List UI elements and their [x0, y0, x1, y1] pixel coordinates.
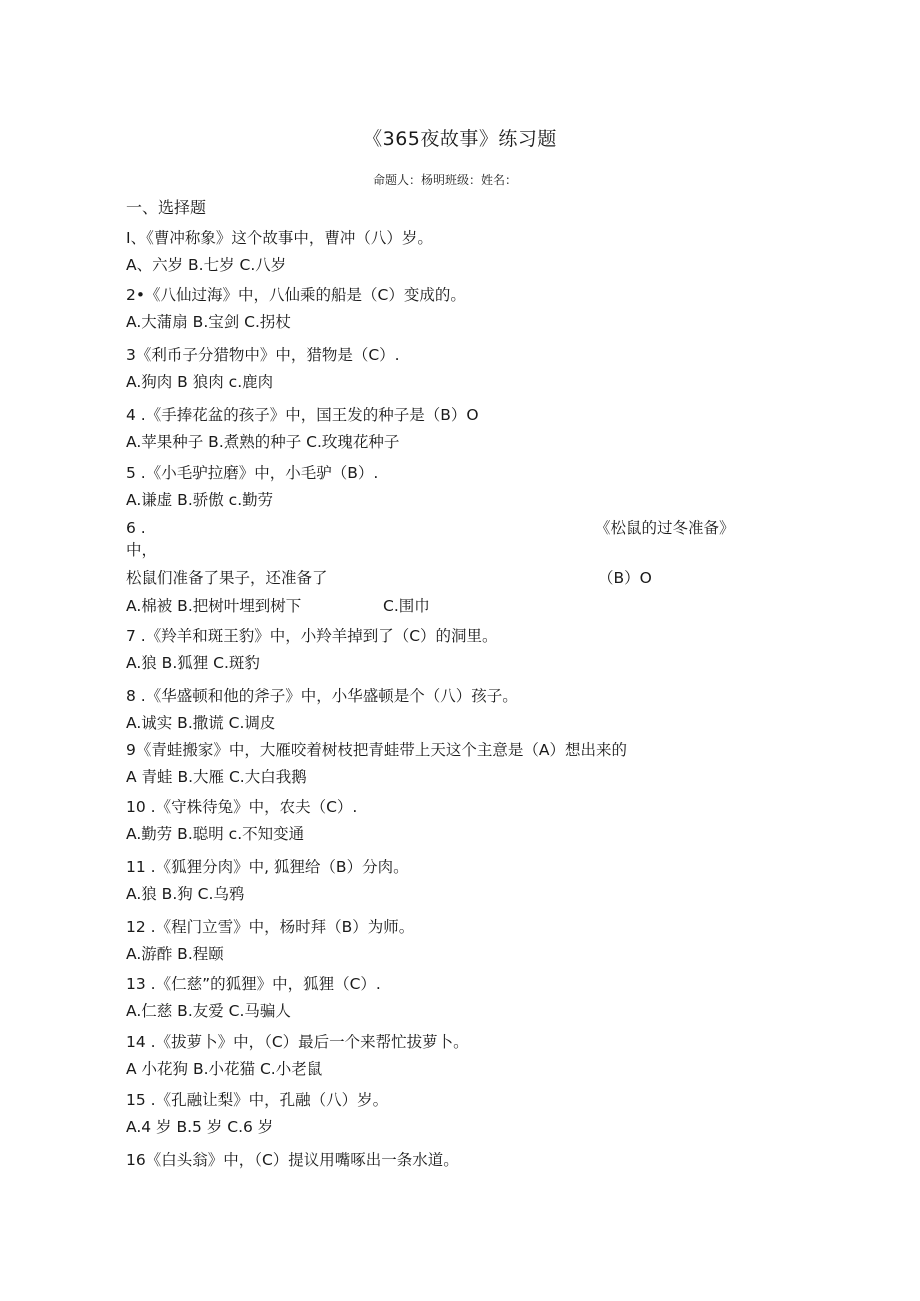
options-11: A.狼 B.狗 C.乌鸦: [126, 885, 245, 903]
question-7: 7 .《羚羊和斑王豹》中，小羚羊掉到了（C）的洞里。: [126, 627, 498, 645]
question-13: 13 .《仁慈”的狐狸》中，狐狸（C）.: [126, 975, 381, 993]
options-2: A.大蒲扇 B.宝剑 C.拐杖: [126, 313, 291, 331]
options-10: A.勤劳 B.聪明 c.不知变通: [126, 825, 305, 843]
question-6-answer: （B）O: [598, 569, 652, 587]
question-9: 9《青蛙搬家》中，大雁咬着树枝把青蛙带上天这个主意是（A）想出来的: [126, 741, 627, 759]
question-3: 3《利币子分猎物中》中，猎物是（C）.: [126, 346, 400, 364]
question-10: 10 .《守株待兔》中，农夫（C）.: [126, 798, 358, 816]
question-1: I、《曹冲称象》这个故事中，曹冲（八）岁。: [126, 229, 433, 247]
options-8: A.诚实 B.撒谎 C.调皮: [126, 714, 276, 732]
question-14: 14 .《拔萝卜》中，（C）最后一个来帮忙拔萝卜。: [126, 1033, 469, 1051]
section-heading: 一、选择题: [126, 198, 207, 217]
question-11: 11 .《狐狸分肉》中, 狐狸给（B）分肉。: [126, 858, 409, 876]
question-5: 5 .《小毛驴拉磨》中，小毛驴（B）.: [126, 464, 379, 482]
question-6-title: 《松鼠的过冬准备》: [595, 519, 735, 537]
question-6-tail: 中，: [126, 541, 158, 559]
options-14: A 小花狗 B.小花猫 C.小老鼠: [126, 1060, 323, 1078]
options-15: A.4 岁 B.5 岁 C.6 岁: [126, 1118, 274, 1136]
options-4: A.苹果种子 B.煮熟的种子 C.玫瑰花种子: [126, 433, 400, 451]
options-7: A.狼 B.狐狸 C.斑豹: [126, 654, 260, 672]
options-6-ab: A.棉被 B.把树叶埋到树下: [126, 597, 302, 615]
question-6-body: 松鼠们准备了果子，还准备了: [126, 569, 328, 587]
question-15: 15 .《孔融让梨》中，孔融（八）岁。: [126, 1091, 389, 1109]
options-6-c: C.围巾: [383, 597, 430, 615]
options-12: A.游酢 B.程颐: [126, 945, 224, 963]
document-title: 《365夜故事》练习题: [363, 128, 557, 150]
options-1: A、六岁 B.七岁 C.八岁: [126, 256, 287, 274]
options-3: A.狗肉 B 狼肉 c.鹿肉: [126, 373, 274, 391]
question-12: 12 .《程门立雪》中，杨时拜（B）为师。: [126, 918, 415, 936]
question-4: 4 .《手捧花盆的孩子》中，国王发的种子是（B）O: [126, 406, 479, 424]
question-16: 16《白头翁》中，（C）提议用嘴啄出一条水道。: [126, 1151, 459, 1169]
document-subtitle: 命题人：杨明班级：姓名：: [373, 173, 518, 187]
question-6-number: 6 .: [126, 519, 146, 537]
options-5: A.谦虚 B.骄傲 c.勤劳: [126, 491, 274, 509]
question-8: 8 .《华盛顿和他的斧子》中，小华盛顿是个（八）孩子。: [126, 687, 518, 705]
options-9: A 青蛙 B.大雁 C.大白我鹅: [126, 768, 307, 786]
question-2: 2•《八仙过海》中，八仙乘的船是（C）变成的。: [126, 286, 466, 304]
options-13: A.仁慈 B.友爱 C.马骗人: [126, 1002, 291, 1020]
